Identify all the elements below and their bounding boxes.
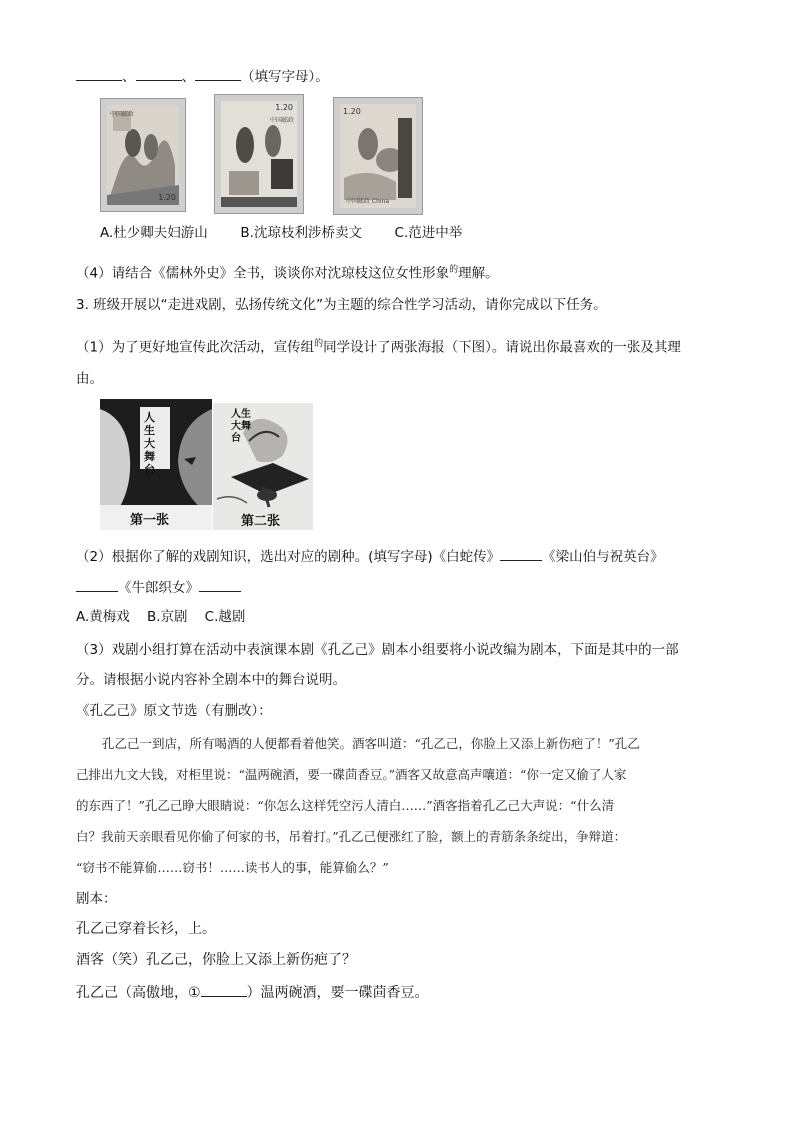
excerpt-line: 己排出九文大钱，对柜里说：“温两碗酒，要一碟茴香豆。”酒客又故意高声嚷道：“你一定又偷了人家: [76, 767, 627, 782]
stamp-b-country: 中国邮政: [269, 117, 294, 124]
answer-blank-3[interactable]: [195, 66, 241, 81]
excerpt-line: 孔乙己一到店，所有喝酒的人便都看着他笑。酒客叫道：“孔乙己，你脸上又添上新伤疤了！”孔乙: [102, 736, 640, 751]
script-label: 剧本：: [76, 891, 117, 907]
question-3-2-cont: 《牛郎织女》: [76, 577, 241, 598]
excerpt-body: [76, 728, 726, 883]
excerpt-line: “窃书不能算偷……窃书！……读书人的事，能算偷么？”: [76, 860, 389, 875]
question-3-3-cont: 分。请根据小说内容补全剧本中的舞台说明。: [76, 672, 346, 688]
poster-first: [100, 399, 212, 530]
question-3-1: （1）为了更好地宣传此次活动，宣传组$^的$同学设计了两张海报（下图）。请说出你最喜欢的一张及其理: [76, 339, 681, 356]
answer-blank-2[interactable]: [136, 66, 182, 81]
answer-blank-liangzhu[interactable]: [76, 577, 118, 592]
question-3-3: （3）戏剧小组打算在活动中表演课本剧《孔乙己》剧本小组要将小说改编为剧本，下面是其中的一部: [76, 642, 679, 658]
poster-first-title: 人生大舞台: [144, 411, 155, 476]
answer-blank-stage-direction[interactable]: [201, 982, 247, 997]
opera-options: A.黄梅戏 B.京剧 C.越剧: [76, 609, 246, 625]
question-4: （4）请结合《儒林外史》全书，谈谈你对沈琼枝这位女性形象$^的$理解。: [76, 265, 499, 282]
option-c: C.范进中举: [394, 225, 463, 241]
stamp-a: [100, 98, 186, 212]
stamp-a-value: 1.20: [158, 193, 176, 202]
script-line-3: 孔乙己（高傲地，① ）温两碗酒，要一碟茴香豆。: [76, 982, 429, 1003]
answer-blank-1[interactable]: [76, 66, 122, 81]
stamp-b-value: 1.20: [275, 103, 293, 112]
question-3-1-cont: 由。: [76, 371, 103, 387]
answer-blank-baishezhuan[interactable]: [500, 546, 542, 561]
stamp-a-illustration: [107, 105, 179, 205]
stamp-c: [333, 97, 423, 215]
poster-second-caption: 第二张: [241, 514, 281, 529]
excerpt-line: 的东西了！”孔乙己睁大眼睛说：“你怎么这样凭空污人清白……”酒客指着孔乙己大声说：“什么清: [76, 798, 615, 813]
stamp-b: [214, 94, 304, 214]
excerpt-line: 白？我前天亲眼看见你偷了何家的书，吊着打。”孔乙己便涨红了脸，额上的青筋条条绽出，争辩道：: [76, 829, 627, 844]
blanks-line: 、 、 （填写字母）。: [76, 66, 329, 87]
stamp-c-illustration: [340, 104, 416, 208]
script-line-1: 孔乙己穿着长衫，上。: [76, 921, 216, 937]
poster-second-title: 人生大舞台: [231, 409, 251, 444]
poster-first-caption: 第一张: [130, 513, 170, 528]
option-b: B.沈琼枝利涉桥卖文: [240, 225, 362, 241]
stamp-a-country: 中国邮政: [110, 111, 135, 118]
poster-second: [213, 403, 313, 530]
script-line-2: 酒客（笑）孔乙己，你脸上又添上新伤疤了？: [76, 952, 356, 968]
option-a: A.杜少卿夫妇游山: [100, 225, 208, 241]
stamp-c-value: 1.20: [343, 107, 361, 116]
stamp-c-country: 中国邮政 China: [346, 198, 390, 205]
answer-blank-niulang[interactable]: [199, 577, 241, 592]
stamp-options: [100, 223, 462, 243]
question-3-2: （2）根据你了解的戏剧知识，选出对应的剧种。(填写字母)《白蛇传》 《梁山伯与祝英台》: [76, 546, 664, 567]
blank-hint: （填写字母）。: [241, 69, 329, 85]
excerpt-title: 《孔乙己》原文节选（有删改）：: [76, 703, 272, 719]
question-3-intro: 3. 班级开展以“走进戏剧，弘扬传统文化”为主题的综合性学习活动，请你完成以下任务。: [76, 297, 607, 313]
